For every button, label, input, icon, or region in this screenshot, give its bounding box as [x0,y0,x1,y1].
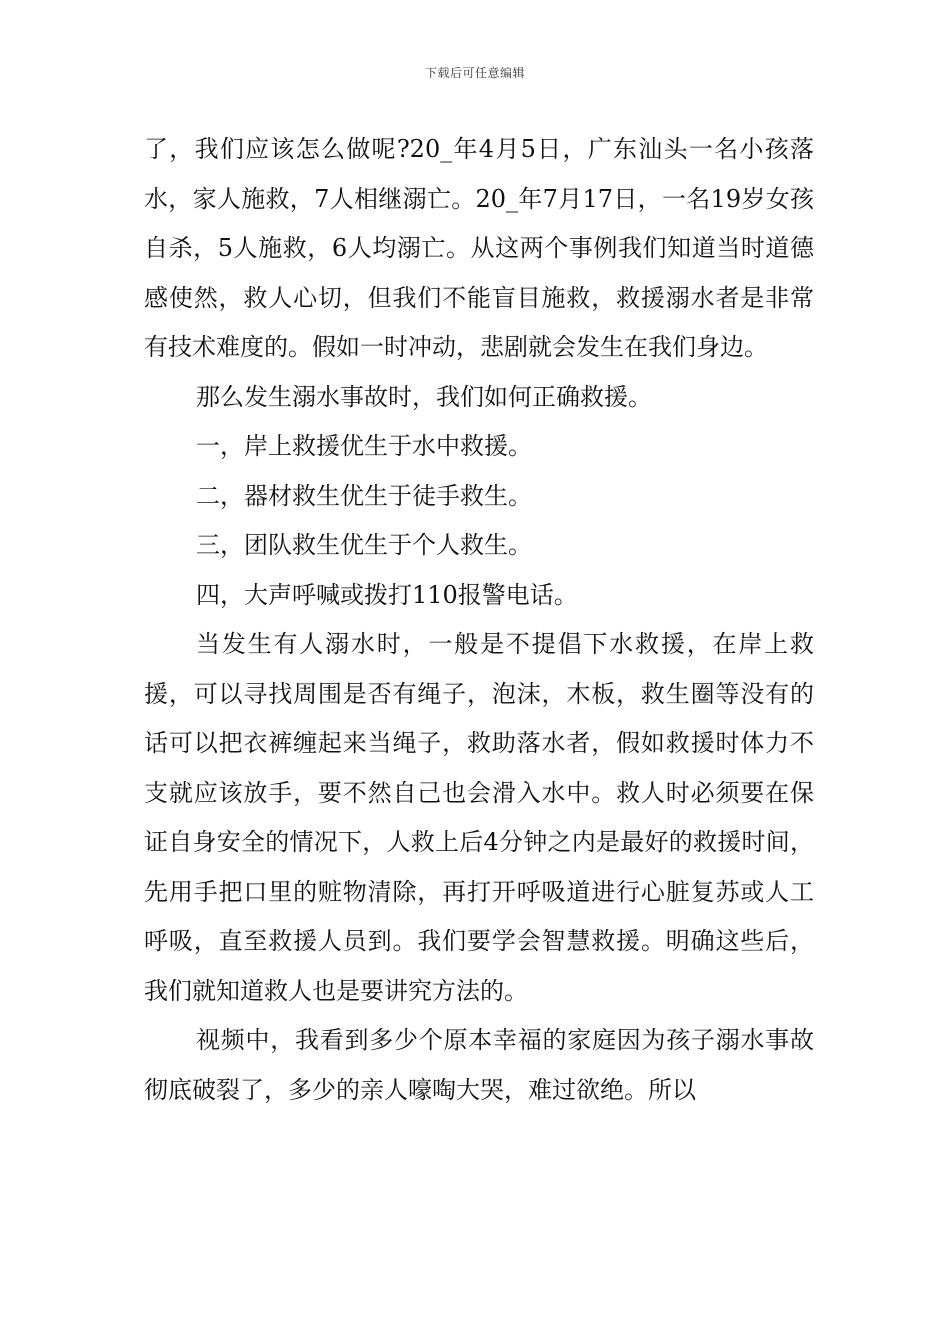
paragraph-continuation: 了，我们应该怎么做呢?20_年4月5日，广东汕头一名小孩落水，家人施救，7人相继溺亡。20_年7月17日，一名19岁女孩自杀，5人施救，6人均溺亡。从这两个事例我们知道当时道德感使然，救人心切，但我们不能盲目施救，救援溺水者是非常有技术难度的。假如一时冲动，悲剧就会发生在我们身边。 [144,135,814,361]
list-item-two: 二，器材救生优生于徒手救生。 [196,481,532,510]
paragraph-video-reflection: 视频中，我看到多少个原本幸福的家庭因为孩子溺水事故彻底破裂了，多少的亲人嚎啕大哭，难过欲绝。所以 [144,1026,814,1104]
list-item-four: 四，大声呼喊或拨打110报警电话。 [196,580,578,609]
paragraph-rescue-method: 当发生有人溺水时，一般是不提倡下水救援，在岸上救援，可以寻找周围是否有绳子，泡沫，木板，救生圈等没有的话可以把衣裤缠起来当绳子，救助落水者，假如救援时体力不支就应该放手，要不然自己也会滑入水中。救人时必须要在保证自身安全的情况下，人救上后4分钟之内是最好的救援时间，先用手把口里的赃物清除，再打开呼吸道进行心脏复苏或人工呼吸，直至救援人员到。我们要学会智慧救援。明确这些后，我们就知道救人也是要讲究方法的。 [144,630,814,1005]
paragraph-rescue-question: 那么发生溺水事故时，我们如何正确救援。 [196,382,652,411]
list-item-three: 三，团队救生优生于个人救生。 [196,531,532,559]
document-body [144,125,814,1115]
page-header: 下载后可任意编辑 [424,66,525,80]
list-item-one: 一，岸上救援优生于水中救援。 [196,432,532,460]
